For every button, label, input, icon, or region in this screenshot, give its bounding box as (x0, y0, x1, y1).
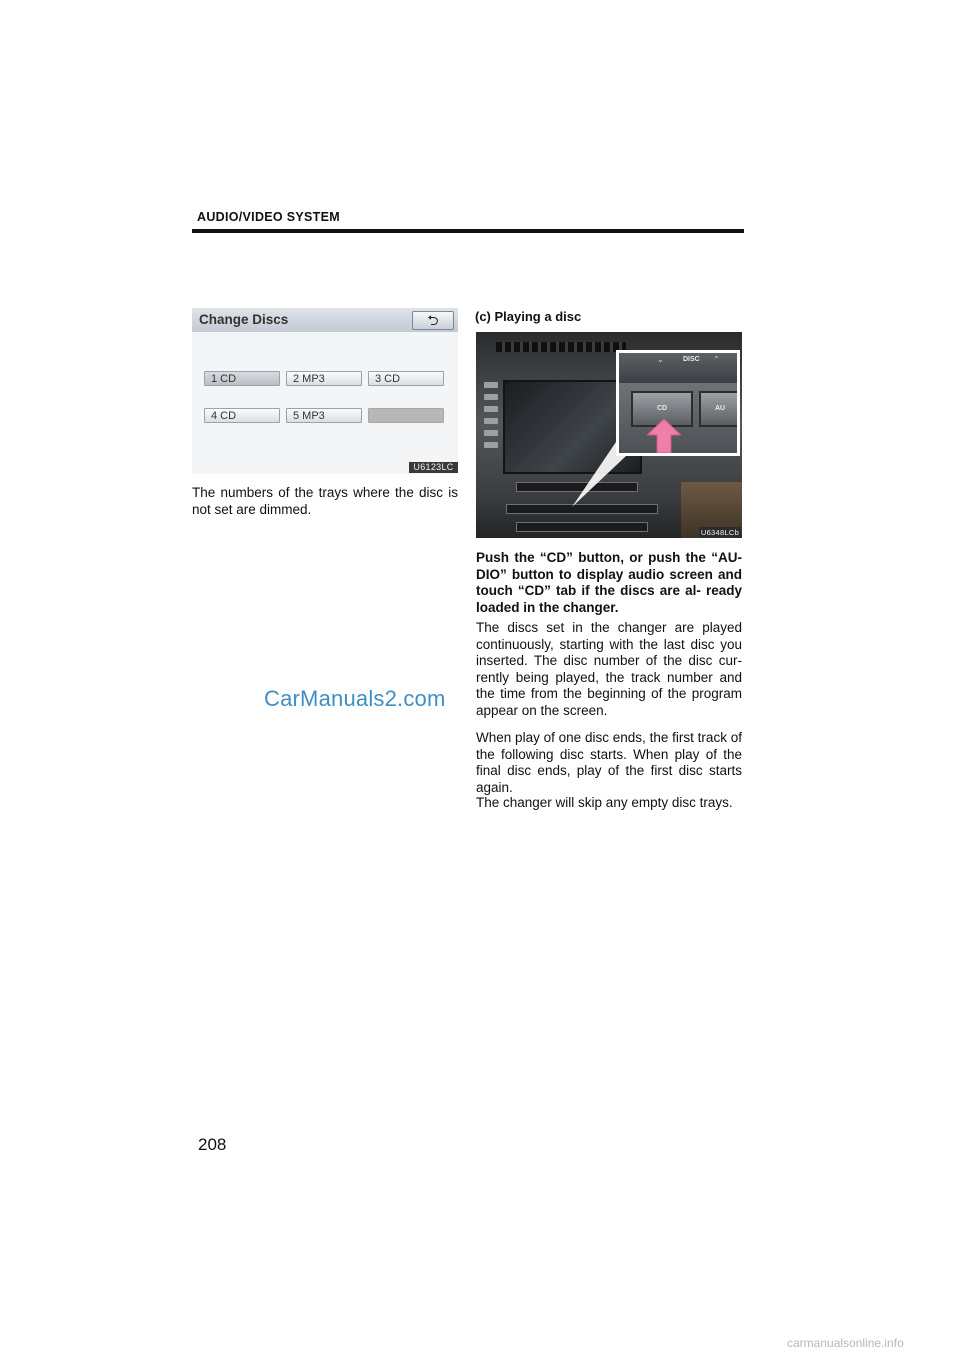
watermark: CarManuals2.com (264, 686, 446, 711)
tray-button-4[interactable]: 4 CD (204, 408, 280, 423)
disc-label: DISC (683, 356, 700, 363)
paragraph-1: The discs set in the changer are played continuously, starting with the last disc you inserted. The disc number of the disc cur- rently being played, the track number and the time from the beginning of the program appear on the screen. (476, 620, 742, 718)
cd-label: CD (657, 405, 668, 412)
chevron-up-icon: ⌃ (713, 355, 720, 364)
header-rule (192, 229, 744, 233)
image-code-photo: U6348LCb (700, 528, 740, 537)
callout-zoom (616, 350, 740, 456)
audio-button[interactable] (699, 391, 739, 427)
footer-watermark: carmanualsonline.info (787, 1336, 904, 1350)
tray-button-5[interactable]: 5 MP3 (286, 408, 362, 423)
audio-label-partial: AU (715, 405, 726, 412)
tray-button-1[interactable]: 1 CD (204, 371, 280, 386)
screen-titlebar (192, 308, 458, 332)
change-discs-screen (192, 308, 458, 474)
paragraph-2: When play of one disc ends, the first track of the following disc starts. When play of the final disc ends, play of the first disc starts again. (476, 730, 742, 795)
back-button[interactable] (412, 311, 454, 330)
tray-caption: The numbers of the trays where the disc is not set are dimmed. (192, 485, 458, 517)
screen-title: Change Discs (199, 312, 289, 327)
disc-label-bar (619, 353, 737, 383)
section-heading: (c) Playing a disc (475, 309, 582, 324)
page-number: 208 (198, 1135, 227, 1154)
dashboard-photo (476, 332, 742, 538)
paragraph-3: The changer will skip any empty disc trays. (476, 795, 733, 810)
image-code-change-discs: U6123LC (409, 462, 458, 473)
return-arrow-icon: ⮌ (427, 312, 439, 328)
tray-button-2[interactable]: 2 MP3 (286, 371, 362, 386)
chevron-down-icon: ⌄ (657, 355, 664, 364)
up-arrow-icon (647, 419, 681, 453)
tray-button-3[interactable]: 3 CD (368, 371, 444, 386)
section-title: AUDIO/VIDEO SYSTEM (197, 210, 340, 224)
instruction-text: Push the “CD” button, or push the “AU- DIO” button to display audio screen and touch “CD” tab if the discs are al- ready loaded in the changer. (476, 550, 742, 615)
tray-button-6 (368, 408, 444, 423)
